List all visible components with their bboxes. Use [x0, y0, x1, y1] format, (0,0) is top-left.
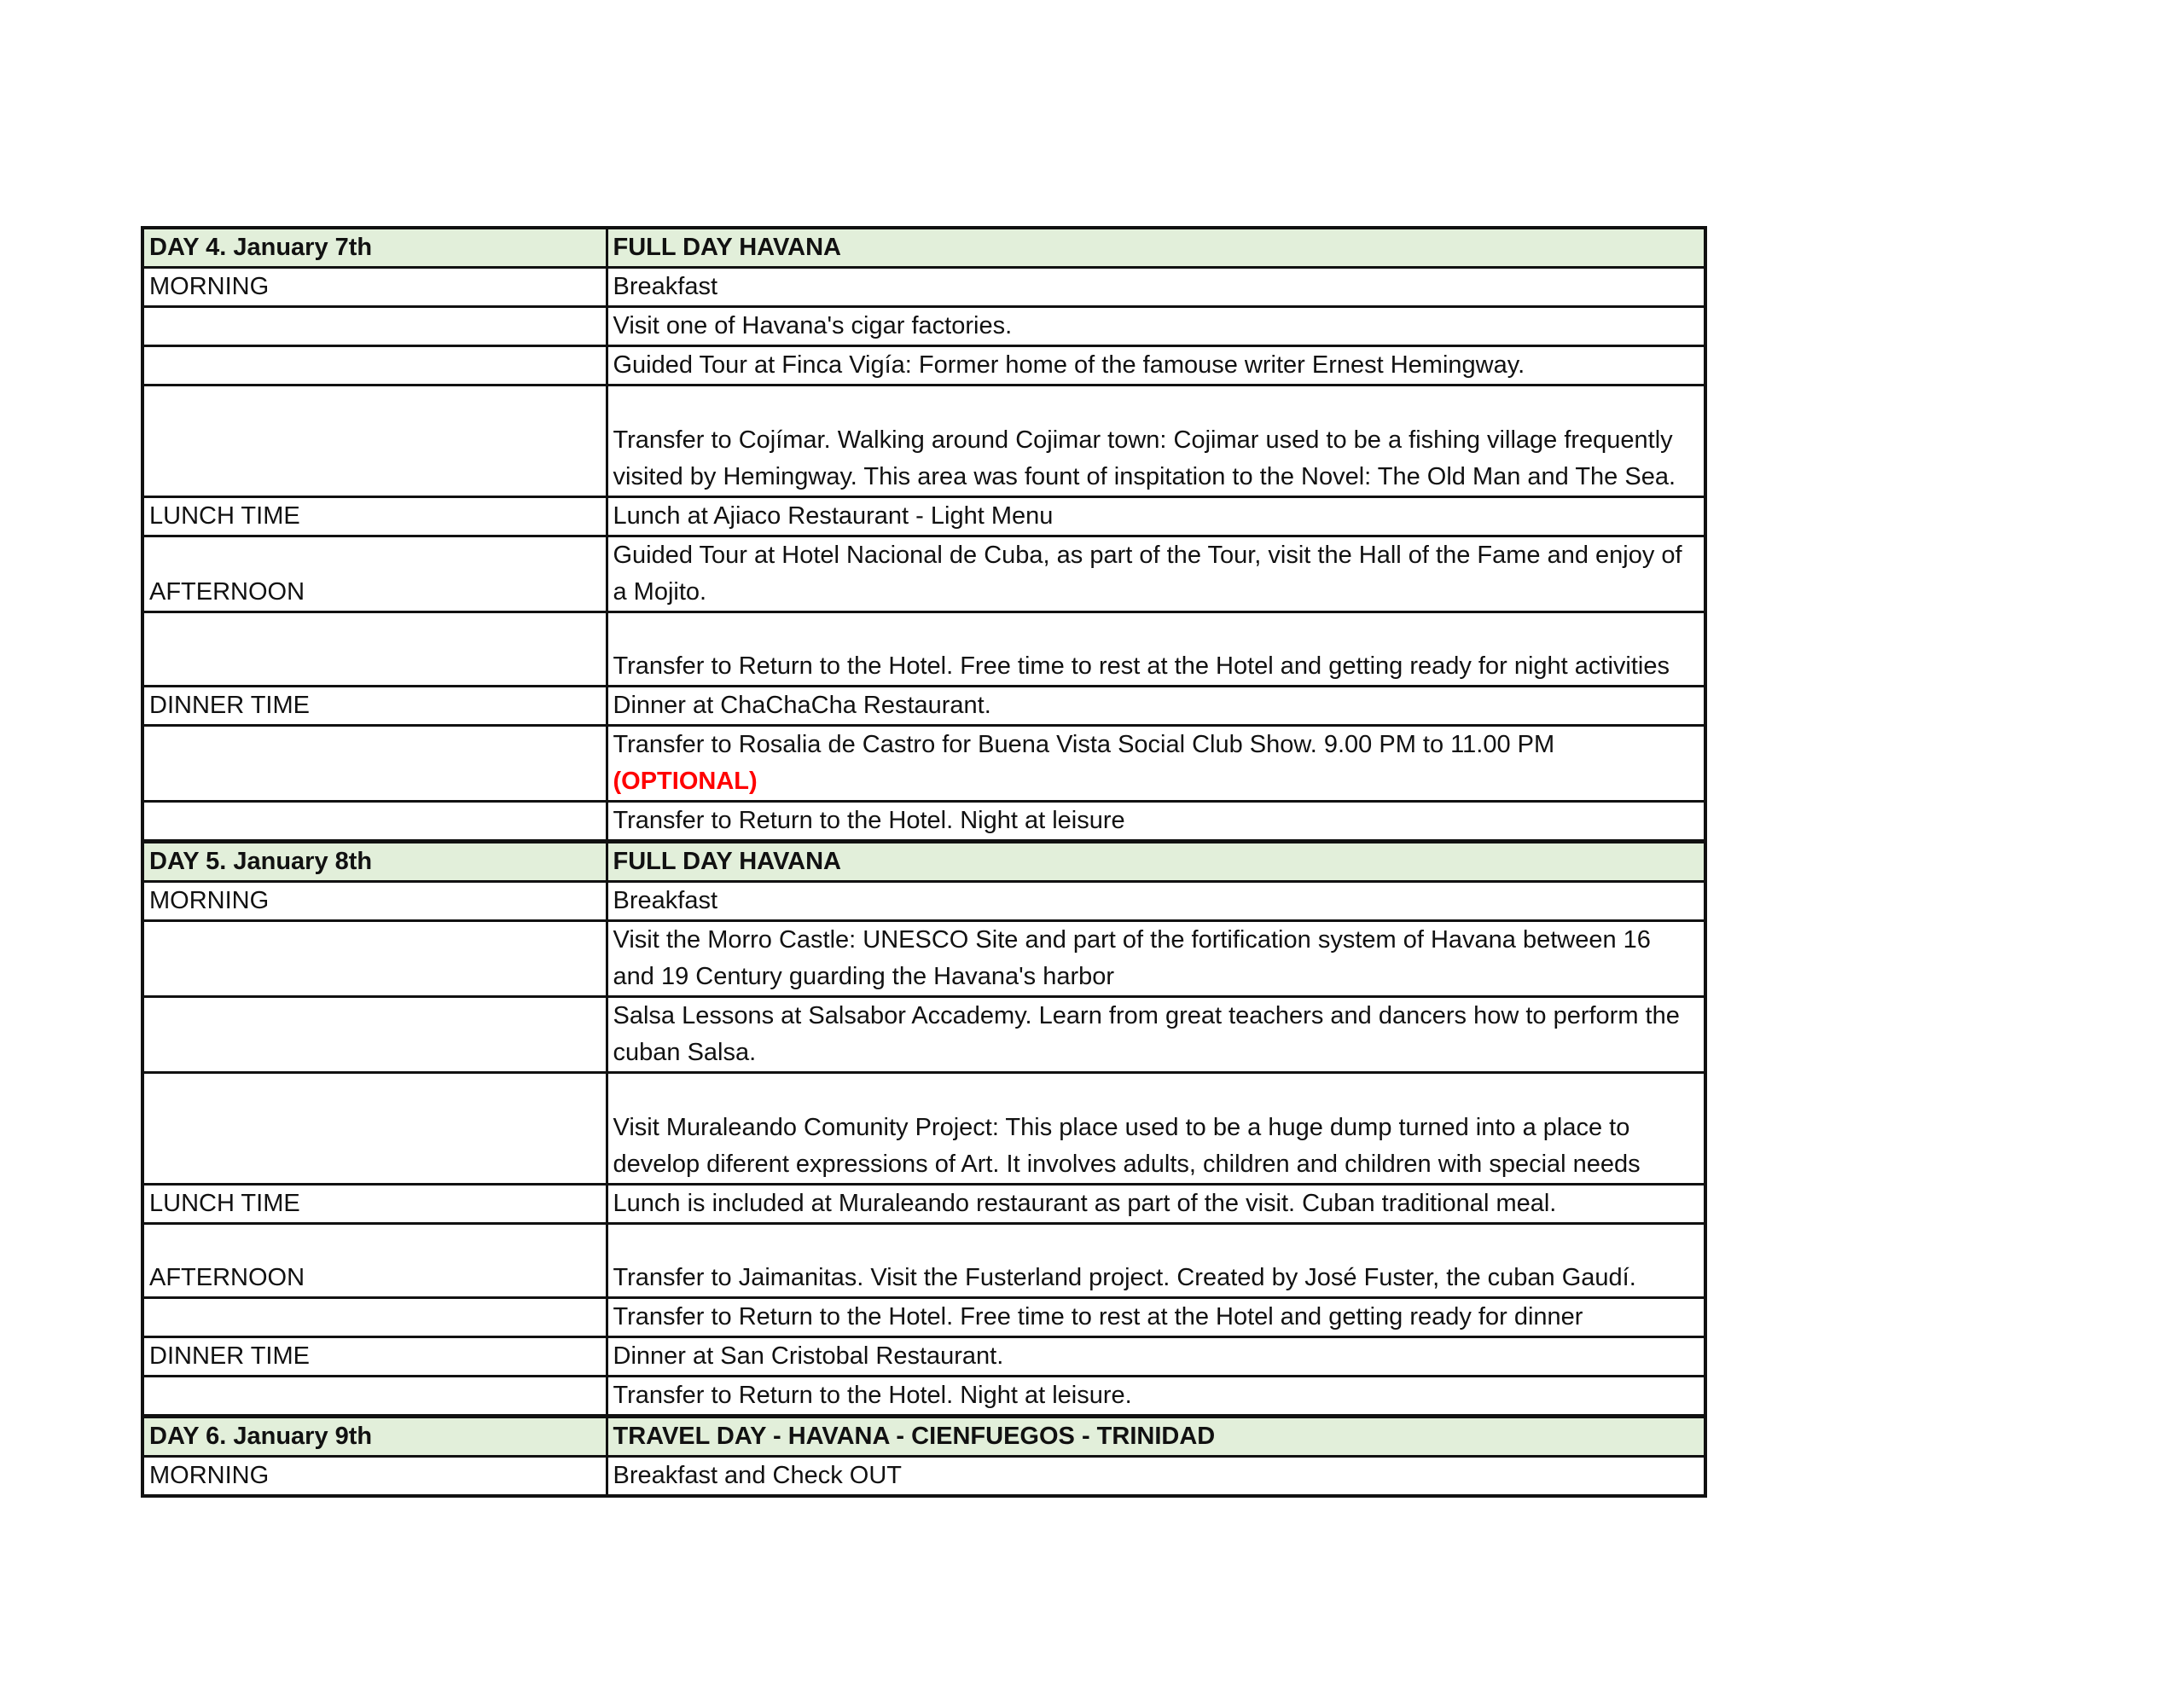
day-label: DAY 5. January 8th	[142, 842, 607, 882]
activity: Breakfast	[607, 882, 1705, 921]
day-label: DAY 4. January 7th	[142, 228, 607, 268]
time-slot	[142, 921, 607, 997]
table-row	[142, 1185, 1705, 1224]
day-title: TRAVEL DAY - HAVANA - CIENFUEGOS - TRINIDAD	[607, 1417, 1705, 1457]
time-slot	[142, 346, 607, 386]
time-slot	[142, 1073, 607, 1185]
table-row	[142, 1457, 1705, 1497]
time-slot: MORNING	[142, 882, 607, 921]
time-slot	[142, 612, 607, 687]
activity: Transfer to Return to the Hotel. Night at leisure	[607, 802, 1705, 842]
day-header-row	[142, 228, 1705, 268]
activity: Visit Muraleando Comunity Project: This place used to be a huge dump turned into a place to develop diferent expressions of Art. It involves adults, children and children with special needs	[607, 1073, 1705, 1185]
time-slot: AFTERNOON	[142, 1224, 607, 1298]
optional-note: (OPTIONAL)	[613, 768, 758, 795]
table-row	[142, 1224, 1705, 1298]
time-slot: LUNCH TIME	[142, 1185, 607, 1224]
activity: Dinner at San Cristobal Restaurant.	[607, 1337, 1705, 1377]
activity: Lunch at Ajiaco Restaurant - Light Menu	[607, 497, 1705, 536]
table-row	[142, 1337, 1705, 1377]
activity: Visit the Morro Castle: UNESCO Site and part of the fortification system of Havana between 16 and 19 Century guarding the Havana's harbor	[607, 921, 1705, 997]
activity: Visit one of Havana's cigar factories.	[607, 307, 1705, 346]
table-row	[142, 612, 1705, 687]
table-row	[142, 497, 1705, 536]
itinerary-table	[141, 226, 1707, 1498]
table-row	[142, 1073, 1705, 1185]
table-row	[142, 536, 1705, 612]
time-slot: AFTERNOON	[142, 536, 607, 612]
activity: Breakfast and Check OUT	[607, 1457, 1705, 1497]
activity: Transfer to Rosalia de Castro for Buena Vista Social Club Show. 9.00 PM to 11.00 PM	[613, 731, 1555, 758]
activity: Transfer to Cojímar. Walking around Cojimar town: Cojimar used to be a fishing village frequently visited by Hemingway. This area was fount of inspitation to the Novel: The Old Man and The Sea.	[607, 386, 1705, 497]
time-slot	[142, 1377, 607, 1417]
activity-cell	[607, 726, 1705, 802]
time-slot	[142, 802, 607, 842]
activity: Guided Tour at Hotel Nacional de Cuba, as part of the Tour, visit the Hall of the Fame and enjoy of a Mojito.	[607, 536, 1705, 612]
time-slot: DINNER TIME	[142, 687, 607, 726]
table-row	[142, 386, 1705, 497]
day-title: FULL DAY HAVANA	[607, 842, 1705, 882]
activity: Lunch is included at Muraleando restaurant as part of the visit. Cuban traditional meal.	[607, 1185, 1705, 1224]
table-row	[142, 1298, 1705, 1337]
activity: Guided Tour at Finca Vigía: Former home of the famouse writer Ernest Hemingway.	[607, 346, 1705, 386]
table-row	[142, 1377, 1705, 1417]
activity: Transfer to Return to the Hotel. Free time to rest at the Hotel and getting ready for dinner	[607, 1298, 1705, 1337]
table-row	[142, 882, 1705, 921]
table-row	[142, 921, 1705, 997]
activity: Transfer to Jaimanitas. Visit the Fusterland project. Created by José Fuster, the cuban Gaudí.	[607, 1224, 1705, 1298]
table-row	[142, 726, 1705, 802]
time-slot	[142, 1298, 607, 1337]
day-label: DAY 6. January 9th	[142, 1417, 607, 1457]
time-slot: LUNCH TIME	[142, 497, 607, 536]
table-row	[142, 997, 1705, 1073]
time-slot	[142, 997, 607, 1073]
time-slot	[142, 726, 607, 802]
day-header-row	[142, 842, 1705, 882]
table-row	[142, 307, 1705, 346]
activity: Transfer to Return to the Hotel. Free time to rest at the Hotel and getting ready for night activities	[607, 612, 1705, 687]
day-header-row	[142, 1417, 1705, 1457]
time-slot: DINNER TIME	[142, 1337, 607, 1377]
day-title: FULL DAY HAVANA	[607, 228, 1705, 268]
time-slot	[142, 307, 607, 346]
time-slot: MORNING	[142, 268, 607, 307]
time-slot	[142, 386, 607, 497]
activity: Salsa Lessons at Salsabor Accademy. Learn from great teachers and dancers how to perform the cuban Salsa.	[607, 997, 1705, 1073]
table-row	[142, 802, 1705, 842]
activity: Transfer to Return to the Hotel. Night at leisure.	[607, 1377, 1705, 1417]
activity: Breakfast	[607, 268, 1705, 307]
time-slot: MORNING	[142, 1457, 607, 1497]
activity: Dinner at ChaChaCha Restaurant.	[607, 687, 1705, 726]
table-row	[142, 346, 1705, 386]
table-row	[142, 687, 1705, 726]
table-row	[142, 268, 1705, 307]
